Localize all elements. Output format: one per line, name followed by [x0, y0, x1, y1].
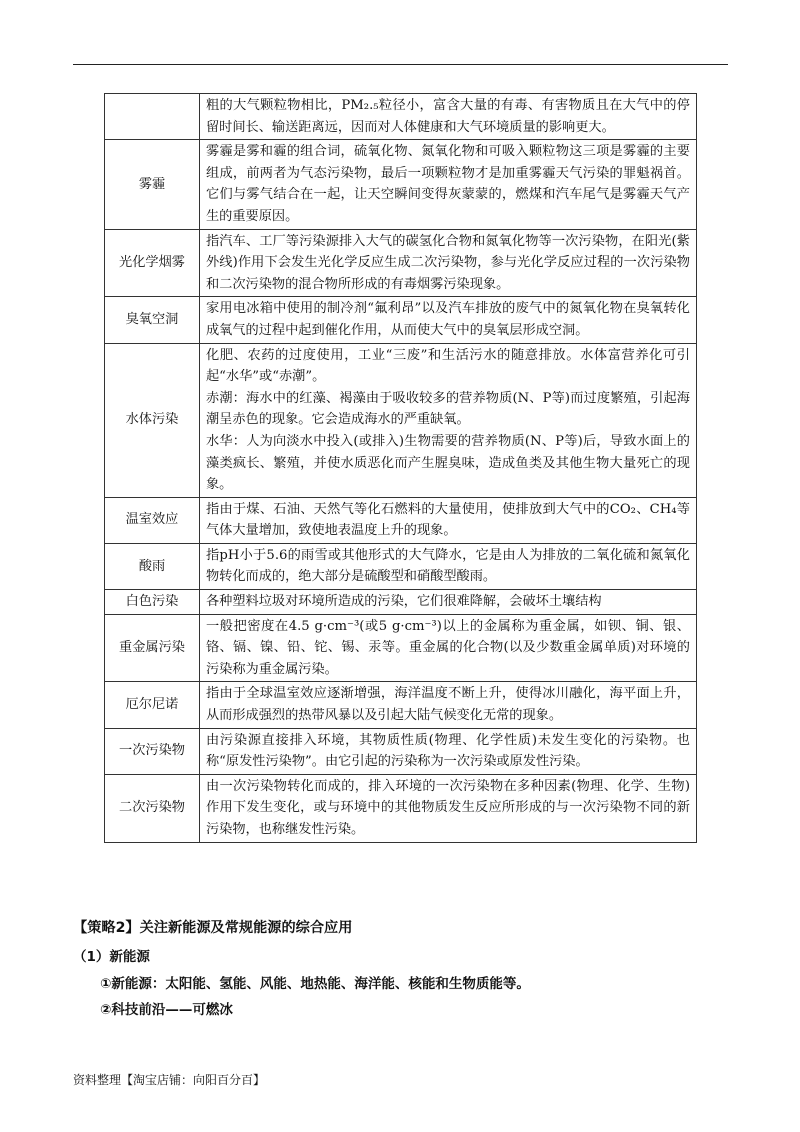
definition-cell [200, 728, 697, 774]
term-cell: 厄尔尼诺 [105, 682, 200, 728]
table-row [105, 682, 697, 728]
definition-cell [200, 614, 697, 682]
term-cell: 雾霾 [105, 140, 200, 229]
definition-paragraph: 水华：人为向淡水中投入(或排入)生物需要的营养物质(N、P等)后，导致水面上的藻类疯长、繁殖，并使水质恶化而产生腥臭味，造成鱼类及其他生物大量死亡的现象。 [206, 433, 690, 493]
definition-paragraph: 指汽车、工厂等污染源排入大气的碳氢化合物和氮氧化物等一次污染物，在阳光(紫外线)作用下会发生光化学反应生成二次污染物，参与光化学反应过程的一次污染物和二次污染物的混合物所形成的有毒烟雾污染现象。 [206, 233, 690, 292]
definition-paragraph: 指由于煤、石油、天然气等化石燃料的大量使用，使排放到大气中的CO₂、CH₄等气体大量增加，致使地表温度上升的现象。 [206, 501, 690, 539]
definition-paragraph: 指pH小于5.6的雨雪或其他形式的大气降水，它是由人为排放的二氧化硫和氮氧化物转化而成的，绝大部分是硫酸型和硝酸型酸雨。 [206, 547, 690, 585]
term-cell: 二次污染物 [105, 774, 200, 842]
table-row [105, 728, 697, 774]
term-cell [105, 94, 200, 140]
pollution-terms-table [104, 93, 697, 843]
strategy-title: 【策略2】关注新能源及常规能源的综合应用 [73, 920, 353, 936]
term-cell: 重金属污染 [105, 614, 200, 682]
definition-paragraph: 化肥、农药的过度使用，工业“三废”和生活污水的随意排放。水体富营养化可引起“水华”或“赤潮”。 [206, 347, 690, 385]
table-row [105, 94, 697, 140]
term-cell: 臭氧空洞 [105, 297, 200, 343]
term-cell: 温室效应 [105, 497, 200, 543]
definition-paragraph: 赤潮：海水中的红藻、褐藻由于吸收较多的营养物质(N、P等)而过度繁殖，引起海潮呈赤色的现象。它会造成海水的严重缺氧。 [206, 390, 690, 428]
table-body [105, 94, 697, 843]
definition-paragraph: 由污染源直接排入环境，其物质性质(物理、化学性质)未发生变化的污染物。也称“原发性污染物”。由它引起的污染称为一次污染或原发性污染。 [206, 732, 690, 770]
header-rule [73, 64, 728, 65]
term-cell: 白色污染 [105, 590, 200, 615]
definition-paragraph: 各种塑料垃圾对环境所造成的污染，它们很难降解，会破坏土壤结构 [206, 594, 602, 610]
table-row [105, 229, 697, 297]
definition-cell [200, 140, 697, 229]
definition-paragraph: 家用电冰箱中使用的制冷剂“氟利昂”以及汽车排放的废气中的氮氧化物在臭氧转化成氧气的过程中起到催化作用，从而使大气中的臭氧层形成空洞。 [206, 301, 690, 338]
tech-frontier-point: ②科技前沿——可燃冰 [100, 1002, 233, 1018]
definition-paragraph: 由一次污染物转化而成的，排入环境的一次污染物在多种因素(物理、化学、生物)作用下发生变化，或与环境中的其他物质发生反应所形成的与一次污染物不同的新污染物，也称继发性污染。 [206, 778, 690, 837]
table-row [105, 774, 697, 842]
definition-cell [200, 543, 697, 589]
definition-cell [200, 682, 697, 728]
definition-cell [200, 497, 697, 543]
term-cell: 光化学烟雾 [105, 229, 200, 297]
footer-source: 资料整理【淘宝店铺：向阳百分百】 [73, 1073, 266, 1087]
definition-paragraph: 指由于全球温室效应逐渐增强，海洋温度不断上升，使得冰川融化，海平面上升，从而形成强烈的热带风暴以及引起大陆气候变化无常的现象。 [206, 686, 690, 724]
term-cell: 一次污染物 [105, 728, 200, 774]
new-energy-point: ①新能源：太阳能、氢能、风能、地热能、海洋能、核能和生物质能等。 [100, 976, 530, 992]
subsection-title: （1）新能源 [73, 949, 150, 965]
table-row [105, 614, 697, 682]
definition-cell [200, 94, 697, 140]
definition-cell [200, 297, 697, 343]
definition-paragraph: 粗的大气颗粒物相比，PM₂.₅粒径小，富含大量的有毒、有害物质且在大气中的停留时间长、输送距离远，因而对人体健康和大气环境质量的影响更大。 [206, 98, 690, 135]
definition-paragraph: 一般把密度在4.5 g·cm⁻³(或5 g·cm⁻³)以上的金属称为重金属，如钡、铜、银、铬、镉、镍、铅、铊、锡、汞等。重金属的化合物(以及少数重金属单质)对环境的污染称为重金属污染。 [206, 618, 690, 677]
definition-cell [200, 343, 697, 497]
term-cell: 酸雨 [105, 543, 200, 589]
table-row [105, 497, 697, 543]
term-cell: 水体污染 [105, 343, 200, 497]
table-row [105, 590, 697, 615]
definition-cell [200, 774, 697, 842]
definition-cell [200, 229, 697, 297]
definition-cell [200, 590, 697, 615]
table-row [105, 343, 697, 497]
table-row [105, 297, 697, 343]
table-row [105, 543, 697, 589]
table-row [105, 140, 697, 229]
definition-paragraph: 雾霾是雾和霾的组合词，硫氧化物、氮氧化物和可吸入颗粒物这三项是雾霾的主要组成，前两者为气态污染物，最后一项颗粒物才是加重雾霾天气污染的罪魁祸首。它们与雾气结合在一起，让天空瞬间变得灰蒙蒙的，燃煤和汽车尾气是雾霾天气产生的重要原因。 [206, 144, 690, 224]
